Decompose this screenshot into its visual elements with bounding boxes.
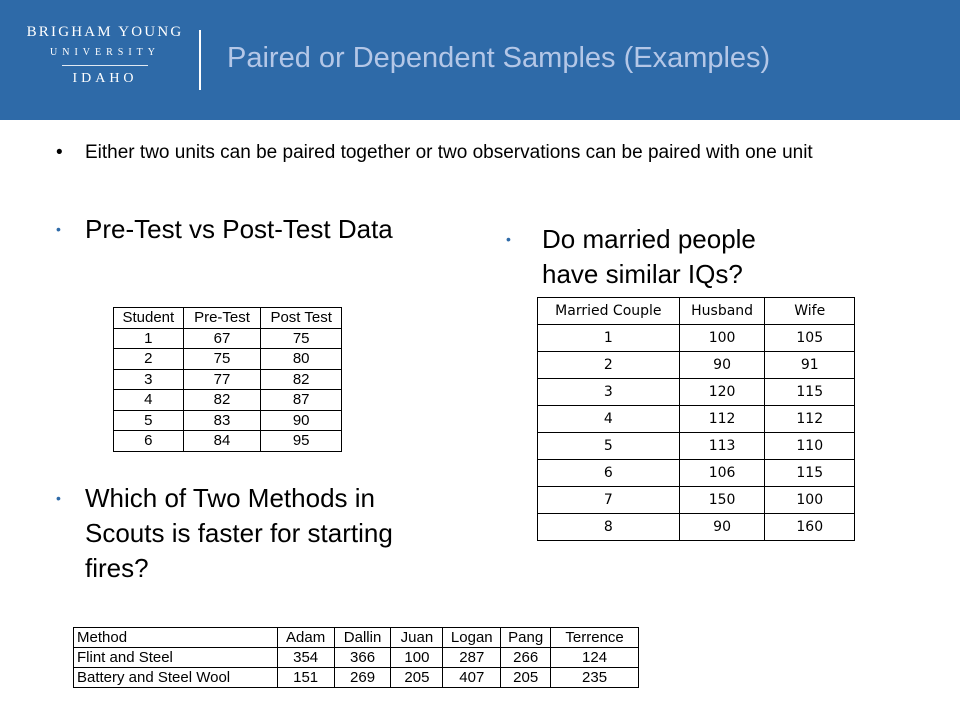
table-cell: 6 bbox=[114, 431, 184, 452]
table-cell: 269 bbox=[334, 668, 391, 688]
table-cell: 100 bbox=[679, 325, 765, 352]
table-header-cell: Method bbox=[74, 628, 278, 648]
table-row bbox=[114, 369, 342, 390]
table-cell: 90 bbox=[679, 514, 765, 541]
table-cell: 160 bbox=[765, 514, 855, 541]
bullet-scouts bbox=[56, 481, 416, 586]
table-cell: 5 bbox=[538, 433, 680, 460]
bullet-pretest-text: Pre-Test vs Post-Test Data bbox=[85, 214, 393, 244]
table-cell: 115 bbox=[765, 379, 855, 406]
table-row bbox=[74, 668, 639, 688]
table-cell: 1 bbox=[538, 325, 680, 352]
table-cell: 77 bbox=[183, 369, 261, 390]
table-header-cell: Adam bbox=[277, 628, 334, 648]
table-row bbox=[114, 390, 342, 411]
table-cell: 266 bbox=[501, 648, 551, 668]
table-cell: 80 bbox=[261, 349, 342, 370]
table-header-row bbox=[114, 308, 342, 329]
table-row bbox=[114, 349, 342, 370]
table-cell: 83 bbox=[183, 410, 261, 431]
bullet-intro-text: Either two units can be paired together or two observations can be paired with one unit bbox=[85, 142, 813, 163]
table-cell: 354 bbox=[277, 648, 334, 668]
scouts-fire-table bbox=[73, 627, 639, 688]
bullet-dot-icon: • bbox=[506, 231, 511, 247]
table-cell: 2 bbox=[538, 352, 680, 379]
table-cell: 1 bbox=[114, 328, 184, 349]
byu-idaho-logo bbox=[20, 22, 190, 88]
table-cell: 95 bbox=[261, 431, 342, 452]
table-cell: Flint and Steel bbox=[74, 648, 278, 668]
table-cell: 82 bbox=[183, 390, 261, 411]
logo-line-3: IDAHO bbox=[72, 71, 138, 86]
table-row bbox=[538, 352, 855, 379]
table-cell: 205 bbox=[501, 668, 551, 688]
slide-header bbox=[0, 0, 960, 120]
table-cell: 112 bbox=[765, 406, 855, 433]
table-header-cell: Wife bbox=[765, 298, 855, 325]
table-header-cell: Pang bbox=[501, 628, 551, 648]
pretest-table bbox=[113, 307, 342, 452]
table-cell: 366 bbox=[334, 648, 391, 668]
table-row bbox=[538, 433, 855, 460]
table-cell: 105 bbox=[765, 325, 855, 352]
table-header-cell: Post Test bbox=[261, 308, 342, 329]
bullet-married bbox=[506, 222, 816, 292]
bullet-dot-icon: • bbox=[56, 221, 61, 237]
table-row bbox=[114, 431, 342, 452]
bullet-married-text: Do married people have similar IQs? bbox=[542, 224, 756, 289]
table-cell: 90 bbox=[261, 410, 342, 431]
logo-line-1: BRIGHAM YOUNG bbox=[26, 24, 184, 40]
table-cell: 6 bbox=[538, 460, 680, 487]
table-cell: 115 bbox=[765, 460, 855, 487]
table-cell: 124 bbox=[551, 648, 639, 668]
table-row bbox=[74, 648, 639, 668]
table-cell: 150 bbox=[679, 487, 765, 514]
table-cell: 120 bbox=[679, 379, 765, 406]
table-header-cell: Juan bbox=[391, 628, 443, 648]
table-row bbox=[114, 410, 342, 431]
table-cell: 100 bbox=[391, 648, 443, 668]
table-cell: Battery and Steel Wool bbox=[74, 668, 278, 688]
table-header-cell: Logan bbox=[443, 628, 501, 648]
bullet-pretest bbox=[56, 212, 396, 247]
table-header-cell: Married Couple bbox=[538, 298, 680, 325]
table-header-cell: Student bbox=[114, 308, 184, 329]
logo-rule bbox=[62, 65, 148, 66]
table-row bbox=[114, 328, 342, 349]
table-cell: 7 bbox=[538, 487, 680, 514]
table-cell: 91 bbox=[765, 352, 855, 379]
table-cell: 75 bbox=[261, 328, 342, 349]
bullet-intro bbox=[56, 140, 876, 166]
bullet-dot-icon: • bbox=[56, 490, 61, 506]
table-cell: 151 bbox=[277, 668, 334, 688]
bullet-scouts-text: Which of Two Methods in Scouts is faster for starting fires? bbox=[85, 483, 393, 583]
table-row bbox=[538, 406, 855, 433]
slide-title: Paired or Dependent Samples (Examples) bbox=[227, 42, 771, 74]
table-cell: 90 bbox=[679, 352, 765, 379]
table-cell: 287 bbox=[443, 648, 501, 668]
table-cell: 100 bbox=[765, 487, 855, 514]
table-cell: 75 bbox=[183, 349, 261, 370]
table-cell: 2 bbox=[114, 349, 184, 370]
table-row bbox=[538, 379, 855, 406]
bullet-dot-icon: • bbox=[56, 142, 63, 163]
table-row bbox=[538, 487, 855, 514]
table-cell: 106 bbox=[679, 460, 765, 487]
table-header-row bbox=[538, 298, 855, 325]
logo-line-2: UNIVERSITY bbox=[50, 47, 160, 58]
table-cell: 112 bbox=[679, 406, 765, 433]
header-divider bbox=[199, 30, 201, 90]
table-cell: 8 bbox=[538, 514, 680, 541]
table-row bbox=[538, 460, 855, 487]
table-cell: 67 bbox=[183, 328, 261, 349]
table-header-cell: Dallin bbox=[334, 628, 391, 648]
table-row bbox=[538, 514, 855, 541]
table-header-cell: Husband bbox=[679, 298, 765, 325]
table-cell: 235 bbox=[551, 668, 639, 688]
table-cell: 4 bbox=[538, 406, 680, 433]
table-cell: 205 bbox=[391, 668, 443, 688]
table-cell: 3 bbox=[538, 379, 680, 406]
table-cell: 3 bbox=[114, 369, 184, 390]
table-cell: 407 bbox=[443, 668, 501, 688]
table-cell: 110 bbox=[765, 433, 855, 460]
table-header-cell: Terrence bbox=[551, 628, 639, 648]
table-cell: 4 bbox=[114, 390, 184, 411]
table-cell: 82 bbox=[261, 369, 342, 390]
married-iq-table bbox=[537, 297, 855, 541]
table-cell: 5 bbox=[114, 410, 184, 431]
table-cell: 84 bbox=[183, 431, 261, 452]
table-cell: 113 bbox=[679, 433, 765, 460]
table-row bbox=[538, 325, 855, 352]
table-header-cell: Pre-Test bbox=[183, 308, 261, 329]
table-header-row bbox=[74, 628, 639, 648]
table-cell: 87 bbox=[261, 390, 342, 411]
